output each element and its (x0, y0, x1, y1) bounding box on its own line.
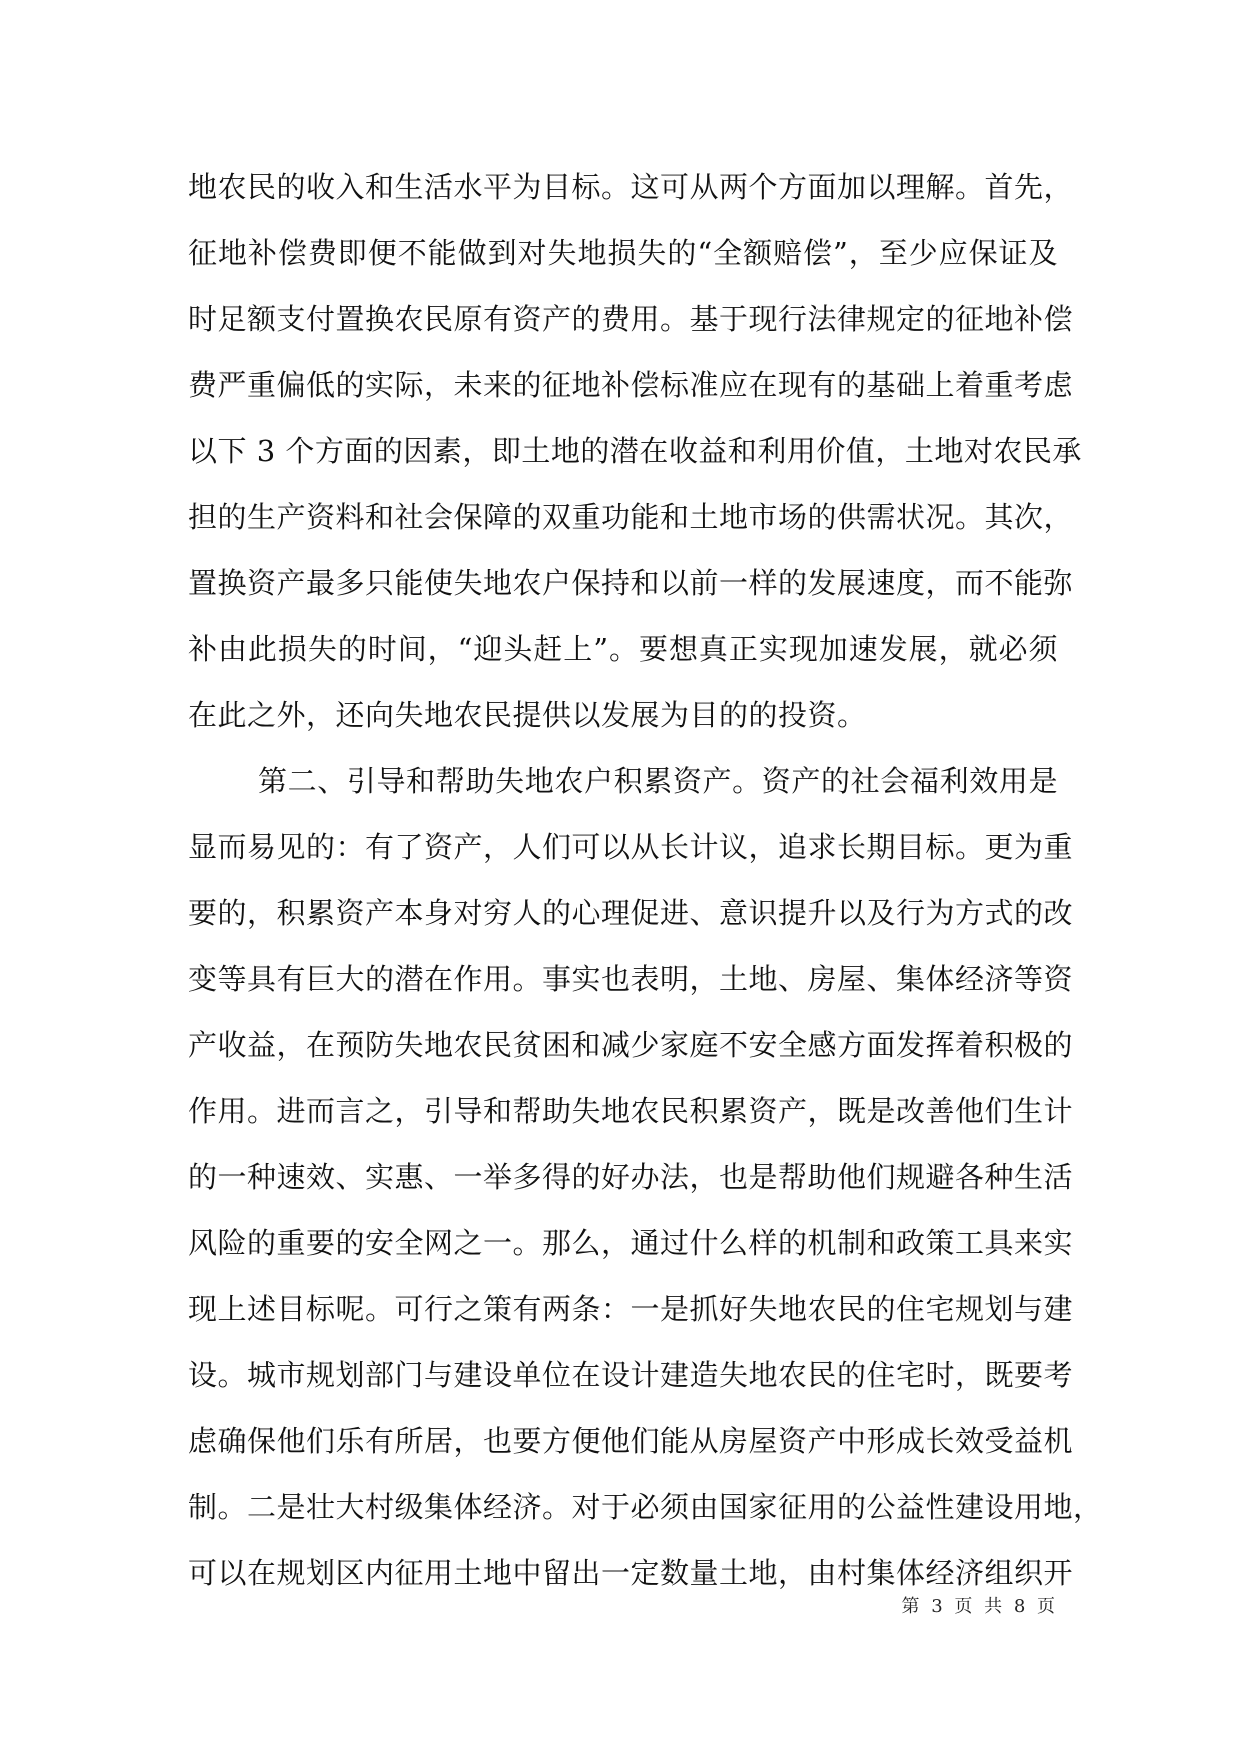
text-line: 在此之外，还向失地农民提供以发展为目的的投资。 (188, 698, 867, 732)
paragraph-2 (188, 748, 1103, 1606)
text-line: 显而易见的：有了资产，人们可以从长计议，追求长期目标。更为重 (188, 830, 1074, 864)
text-line: 地农民的收入和生活水平为目标。这可从两个方面加以理解。首先， (188, 170, 1074, 204)
page-number-footer: 第 3 页 共 8 页 (901, 1596, 1058, 1617)
text-line: 要的，积累资产本身对穷人的心理促进、意识提升以及行为方式的改 (188, 896, 1074, 930)
text-line: 作用。进而言之，引导和帮助失地农民积累资产，既是改善他们生计 (188, 1094, 1074, 1128)
text-line: 产收益，在预防失地农民贫困和减少家庭不安全感方面发挥着积极的 (188, 1028, 1074, 1062)
text-line: 置换资产最多只能使失地农户保持和以前一样的发展速度，而不能弥 (188, 566, 1074, 600)
text-line: 补由此损失的时间，“迎头赶上”。要想真正实现加速发展，就必须 (188, 632, 1058, 666)
text-line: 变等具有巨大的潜在作用。事实也表明，土地、房屋、集体经济等资 (188, 962, 1074, 996)
text-line: 第二、引导和帮助失地农户积累资产。资产的社会福利效用是 (258, 764, 1058, 798)
text-line: 现上述目标呢。可行之策有两条：一是抓好失地农民的住宅规划与建 (188, 1292, 1074, 1326)
paragraph-1 (188, 154, 1082, 748)
text-line: 费严重偏低的实际，未来的征地补偿标准应在现有的基础上着重考虑 (188, 368, 1074, 402)
text-line: 风险的重要的安全网之一。那么，通过什么样的机制和政策工具来实 (188, 1226, 1074, 1260)
text-line: 以下 3 个方面的因素，即土地的潜在收益和利用价值，土地对农民承 (188, 434, 1082, 468)
text-line: 时足额支付置换农民原有资产的费用。基于现行法律规定的征地补偿 (188, 302, 1074, 336)
text-line: 可以在规划区内征用土地中留出一定数量土地，由村集体经济组织开 (188, 1556, 1074, 1590)
text-line: 征地补偿费即便不能做到对失地损失的“全额赔偿”，至少应保证及 (188, 236, 1058, 270)
text-line: 虑确保他们乐有所居，也要方便他们能从房屋资产中形成长效受益机 (188, 1424, 1074, 1458)
body-text (188, 154, 1103, 1606)
text-line: 制。二是壮大村级集体经济。对于必须由国家征用的公益性建设用地， (188, 1490, 1103, 1524)
text-line: 的一种速效、实惠、一举多得的好办法，也是帮助他们规避各种生活 (188, 1160, 1074, 1194)
text-line: 设。城市规划部门与建设单位在设计建造失地农民的住宅时，既要考 (188, 1358, 1074, 1392)
text-line: 担的生产资料和社会保障的双重功能和土地市场的供需状况。其次， (188, 500, 1074, 534)
